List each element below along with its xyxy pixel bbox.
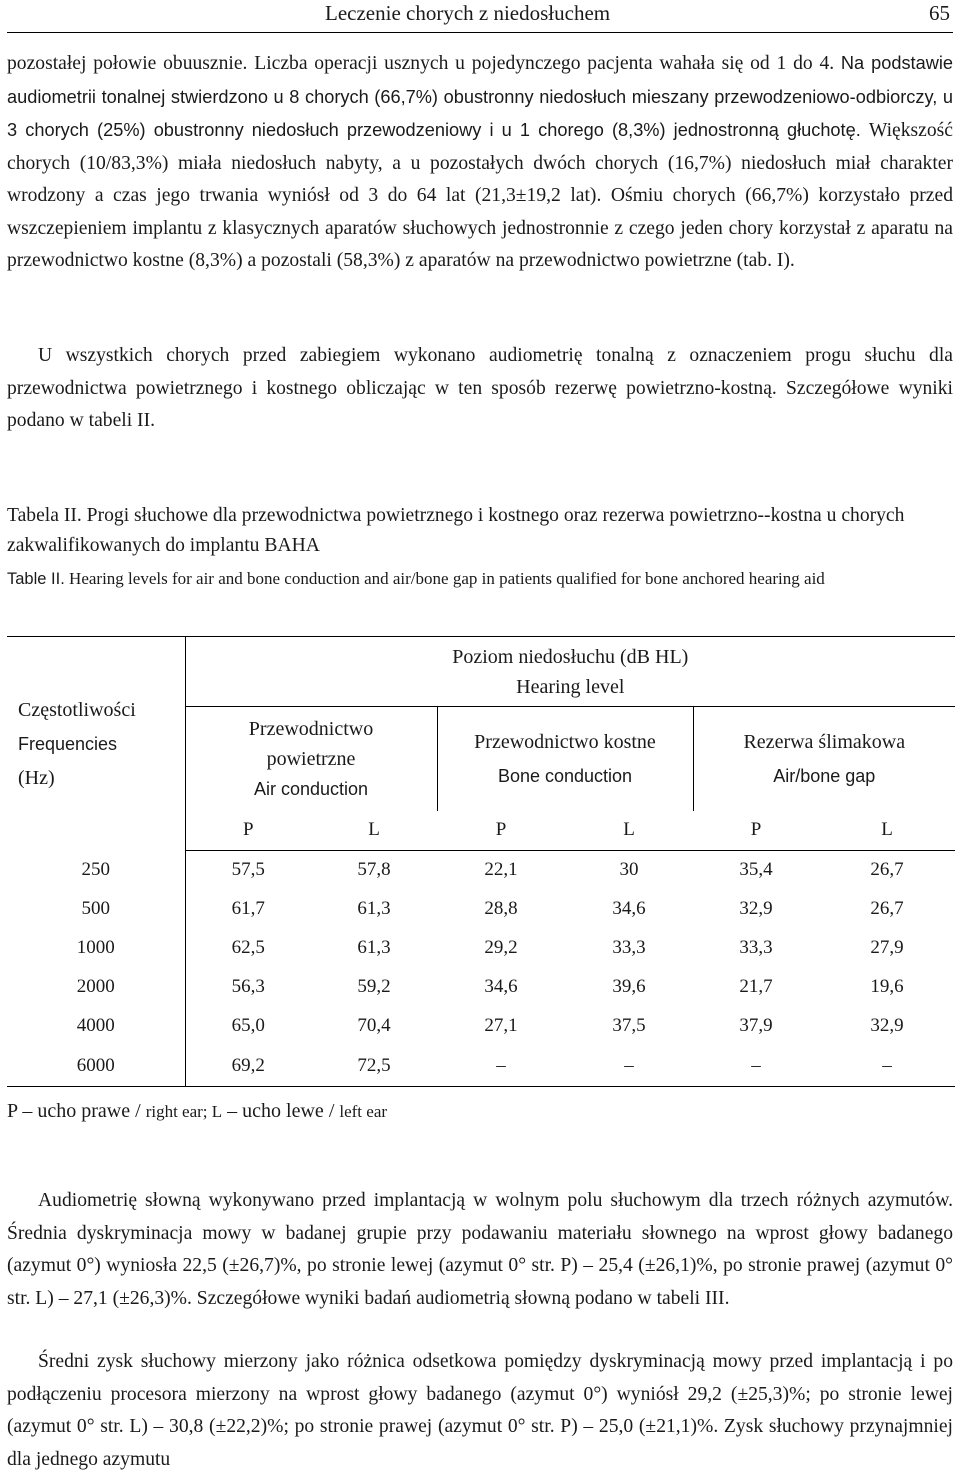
running-title: Leczenie chorych z niedosłuchem <box>325 1 611 25</box>
value-cell: – <box>819 1046 955 1087</box>
bone-conduction-header-pl: Przewodnictwo kostne <box>474 730 656 753</box>
frequency-cell: 2000 <box>7 968 185 1007</box>
value-cell: 34,6 <box>612 898 646 919</box>
table-row <box>7 1046 955 1087</box>
paragraph-speech-audiometry: Audiometrię słowną wykonywano przed implantacją w wolnym polu słuchowym dla trzech różnych azymutów. Średnia dyskryminacja mowy w badanej grupie przy podawaniu materiału słownego na wprost głowy badanego (azymut 0°) wyniosła 22,5 (±26,7)%, po stronie lewej (azymut 0° str. P) – 25,4 (±26,1)%, po stronie prawej (azymut 0° str. L) – 27,1 (±26,3)%. Szczegółowe wyniki badań audiometrią słowną podano w tabeli III. <box>7 1190 953 1309</box>
value-cell: 61,3 <box>357 937 391 958</box>
air-bone-gap-header <box>693 707 955 811</box>
air-conduction-header <box>185 707 437 811</box>
side-label: P <box>693 811 819 851</box>
air-conduction-header-pl: Przewodnictwo powietrzne <box>248 717 374 770</box>
value-cell: 61,3 <box>357 898 391 919</box>
table-caption-english-label: Table II. <box>7 570 65 588</box>
value-cell: 27,1 <box>484 1015 518 1036</box>
side-label: L <box>311 811 437 851</box>
value-cell: – <box>565 1046 693 1087</box>
value-cell: 33,3 <box>612 937 646 958</box>
frequency-header-en: Frequencies <box>18 733 118 754</box>
hearing-level-header-en: Hearing level <box>516 675 625 698</box>
footnote-slash: / <box>323 1100 340 1122</box>
footnote-l-symbol: L <box>207 1102 223 1121</box>
side-label: P <box>185 811 311 851</box>
table-row <box>7 890 955 929</box>
frequency-header-pl: Częstotliwości <box>18 698 136 721</box>
value-cell: 19,6 <box>870 976 904 997</box>
footnote-dash: – <box>17 1100 38 1122</box>
value-cell: 62,5 <box>231 937 265 958</box>
value-cell: 29,2 <box>484 937 518 958</box>
footnote-p-polish: ucho prawe <box>37 1100 131 1122</box>
frequency-header-unit: (Hz) <box>18 766 55 789</box>
table-caption-english <box>7 566 953 592</box>
air-bone-gap-header-en: Air/bone gap <box>773 765 876 786</box>
value-cell: 26,7 <box>870 898 904 919</box>
value-cell: 37,9 <box>739 1015 773 1036</box>
frequency-cell: 250 <box>7 851 185 890</box>
value-cell: 70,4 <box>357 1015 391 1036</box>
paragraph-hearing-gain: Średni zysk słuchowy mierzony jako różnica odsetkowa pomiędzy dyskryminacją mowy przed implantacją i po podłączeniu procesora mierzony na wprost głowy badanego (azymut 0°) wyniósł 29,2 (±25,3)%; po stronie lewej (azymut 0° str. L) – 30,8 (±22,2)%; po stronie prawej (azymut 0° str. P) – 25,0 (±21,1)%. Zysk słuchowy przynajmniej dla jednego azymutu <box>7 1351 953 1470</box>
page-number: 65 <box>929 1 950 25</box>
side-label: L <box>565 811 693 851</box>
paragraph-audiometry: U wszystkich chorych przed zabiegiem wykonano audiometrię tonalną z oznaczeniem progu słuchu dla przewodnictwa powietrznego i kostnego obliczając w ten sposób rezerwę powietrzno-kostną. Szczegółowe wyniki podano w tabeli II. <box>7 345 953 431</box>
table-row <box>7 968 955 1007</box>
footnote-dash: – <box>222 1100 243 1122</box>
table-footnote <box>7 1097 387 1126</box>
paragraph-patients-hearing-loss <box>7 47 953 278</box>
value-cell: 32,9 <box>870 1015 904 1036</box>
value-cell: 34,6 <box>484 976 518 997</box>
hearing-level-header-pl: Poziom niedosłuchu (dB HL) <box>452 645 689 668</box>
value-cell: 27,9 <box>870 937 904 958</box>
side-label: P <box>437 811 565 851</box>
hearing-levels-table <box>7 636 955 1087</box>
value-cell: 57,8 <box>357 859 391 881</box>
value-cell: 59,2 <box>357 976 391 997</box>
paragraph-1-part-3: Większość chorych (10/83,3%) miała niedosłuch nabyty, a u pozostałych dwóch chorych (16,7%) niedosłuch miał charakter wrodzony a czas jego trwania wyniósł od 3 do 64 lat (21,3±19,2 lat). <box>7 120 953 206</box>
value-cell: 21,7 <box>739 976 773 997</box>
value-cell: – <box>437 1046 565 1087</box>
bone-conduction-header <box>437 707 693 811</box>
paragraph-1-part-4: Ośmiu chorych (66,7%) korzystało przed wszczepieniem implantu z klasycznych aparatów słuchowych jednostronnie z czego jeden chory korzystał z aparatu na przewodnictwo kostne (8,3%) a pozostali (58,3%) z aparatów na przewodnictwo powietrzne (tab. I). <box>7 185 953 271</box>
value-cell: – <box>693 1046 819 1087</box>
value-cell: 22,1 <box>484 859 518 881</box>
value-cell: 37,5 <box>612 1015 646 1036</box>
value-cell: 32,9 <box>739 898 773 919</box>
value-cell: 57,5 <box>231 859 265 881</box>
air-bone-gap-header-pl: Rezerwa ślimakowa <box>743 730 906 753</box>
value-cell: 30 <box>619 859 639 881</box>
side-label: L <box>819 811 955 851</box>
value-cell: 56,3 <box>231 976 265 997</box>
footnote-p-symbol: P <box>7 1100 18 1122</box>
table-caption-english-text: Hearing levels for air and bone conduction and air/bone gap in patients qualified for bone anchored hearing aid <box>64 569 825 588</box>
air-conduction-header-en: Air conduction <box>253 778 369 799</box>
frequency-cell: 1000 <box>7 929 185 968</box>
value-cell: 65,0 <box>231 1015 265 1036</box>
running-header <box>7 0 953 33</box>
footnote-slash: / <box>130 1100 146 1122</box>
table-caption-polish: Tabela II. Progi słuchowe dla przewodnictwa powietrznego i kostnego oraz rezerwa powietrzno--kostna u chorych zakwalifikowanych do implantu BAHA <box>7 505 905 556</box>
frequency-cell: 500 <box>7 890 185 929</box>
value-cell: 35,4 <box>739 859 773 881</box>
table-row <box>7 929 955 968</box>
value-cell: 69,2 <box>185 1046 311 1087</box>
hearing-level-header <box>185 637 955 707</box>
frequency-header-cell <box>7 637 185 851</box>
value-cell: 72,5 <box>311 1046 437 1087</box>
footnote-p-english: right ear; <box>145 1102 208 1121</box>
frequency-cell: 4000 <box>7 1007 185 1046</box>
bone-conduction-header-en: Bone conduction <box>497 765 633 786</box>
paragraph-1-part-2: Na podstawie audiometrii tonalnej stwierdzono u 8 chorych (66,7%) obustronny niedosłuch mieszany przewodzeniowo-odbiorczy, u 3 chorych (25%) obustronny niedosłuch przewodzeniowy i u 1 chorego (8,3%) jednostronną głuchotę. <box>7 53 953 140</box>
value-cell: 26,7 <box>870 859 904 881</box>
value-cell: 33,3 <box>739 937 773 958</box>
table-row <box>7 1007 955 1046</box>
value-cell: 61,7 <box>231 898 265 919</box>
frequency-cell: 6000 <box>7 1046 185 1087</box>
footnote-l-polish: ucho lewe <box>242 1100 324 1122</box>
table-row <box>7 851 955 890</box>
footnote-l-english: left ear <box>339 1102 388 1121</box>
value-cell: 39,6 <box>612 976 646 997</box>
value-cell: 28,8 <box>484 898 518 919</box>
paragraph-1-part-1: pozostałej połowie obuusznie. Liczba operacji usznych u pojedynczego pacjenta wahała się od 1 do 4. <box>7 53 841 74</box>
